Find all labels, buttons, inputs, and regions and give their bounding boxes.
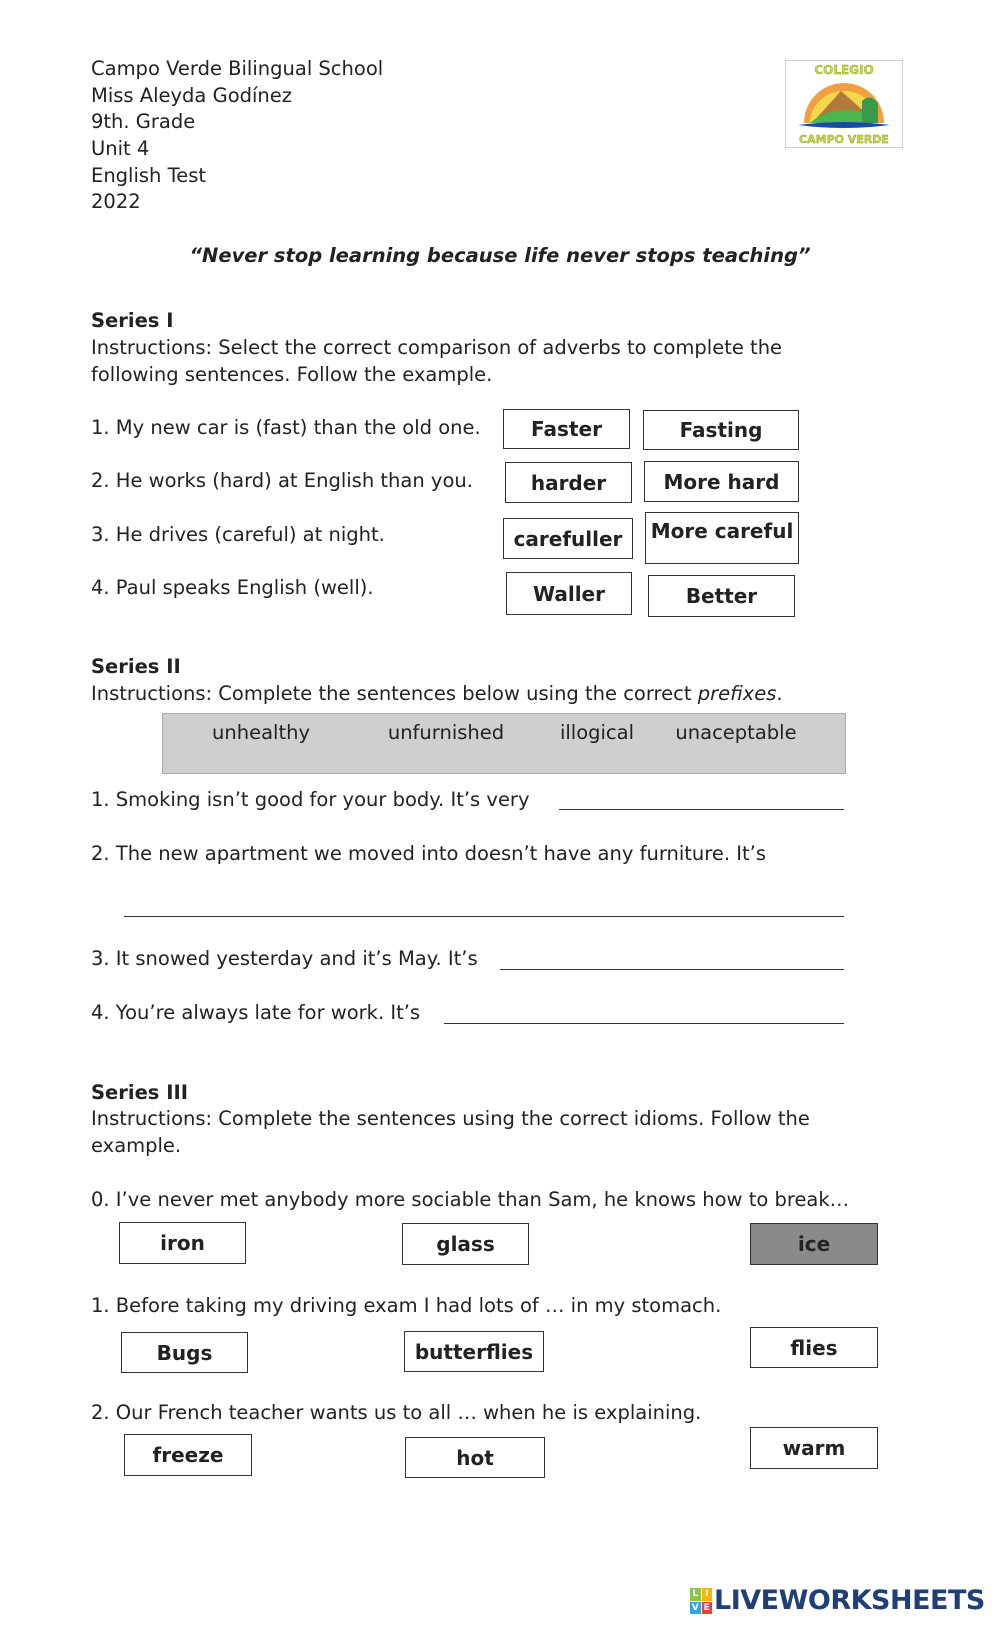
question-text: 3. It snowed yesterday and it’s May. It’s [91, 947, 478, 970]
instructions-period: . [776, 682, 783, 705]
series1-instructions: Instructions: Select the correct comparison of adverbs to complete the [91, 336, 783, 359]
option-button[interactable]: freeze [124, 1434, 252, 1476]
option-button[interactable]: hot [405, 1437, 545, 1478]
unit: Unit 4 [91, 137, 150, 160]
question-text: 2. He works (hard) at English than you. [91, 469, 473, 492]
word-bank-item: unhealthy [212, 721, 310, 744]
option-button[interactable]: More careful [645, 512, 799, 564]
grade: 9th. Grade [91, 110, 196, 133]
series2-instructions [91, 682, 783, 706]
series2-title: Series II [91, 655, 181, 678]
series3-instructions-cont: example. [91, 1134, 182, 1157]
badge-letter: L [690, 1588, 701, 1601]
year: 2022 [91, 190, 141, 213]
word-bank-item: unaceptable [675, 721, 797, 744]
question-text: 2. The new apartment we moved into doesn’t have any furniture. It’s [91, 842, 767, 865]
liveworksheets-badge-icon [690, 1588, 712, 1614]
option-button[interactable]: butterflies [404, 1331, 544, 1372]
option-button[interactable]: Waller [506, 572, 632, 615]
question-text: 3. He drives (careful) at night. [91, 523, 385, 546]
school-name: Campo Verde Bilingual School [91, 57, 384, 80]
teacher-name: Miss Aleyda Godínez [91, 84, 293, 107]
svg-text:COLEGIO: COLEGIO [814, 63, 874, 77]
option-button[interactable]: Fasting [643, 410, 799, 450]
question-text: 1. Before taking my driving exam I had lots of … in my stomach. [91, 1294, 722, 1317]
option-button[interactable]: Faster [503, 409, 630, 449]
option-button[interactable]: carefuller [503, 518, 633, 559]
question-text: 1. Smoking isn’t good for your body. It’s very [91, 788, 530, 811]
question-text: 4. Paul speaks English (well). [91, 576, 374, 599]
answer-blank[interactable] [124, 916, 844, 917]
badge-letter: V [691, 1602, 699, 1613]
svg-text:CAMPO VERDE: CAMPO VERDE [799, 133, 889, 146]
instructions-text: Instructions: Complete the sentences below using the correct [91, 682, 698, 705]
series3-title: Series III [91, 1081, 188, 1104]
question-text: 0. I’ve never met anybody more sociable than Sam, he knows how to break… [91, 1188, 850, 1211]
option-button[interactable]: iron [119, 1222, 246, 1264]
question-text: 1. My new car is (fast) than the old one. [91, 416, 481, 439]
option-button[interactable]: warm [750, 1427, 878, 1469]
school-logo [785, 60, 903, 148]
answer-blank[interactable] [444, 1023, 844, 1024]
question-text: 2. Our French teacher wants us to all … when he is explaining. [91, 1401, 702, 1424]
option-button[interactable]: Better [648, 575, 795, 617]
motto-quote: “Never stop learning because life never stops teaching” [189, 244, 811, 267]
option-button[interactable]: flies [750, 1327, 878, 1368]
word-bank-item: illogical [559, 721, 635, 744]
option-button[interactable]: harder [505, 462, 632, 503]
option-button-selected[interactable]: ice [750, 1223, 878, 1265]
badge-letter: E [702, 1602, 713, 1615]
series1-instructions-cont: following sentences. Follow the example. [91, 363, 493, 386]
instructions-emphasis: prefixes [697, 682, 777, 705]
series3-instructions: Instructions: Complete the sentences using the correct idioms. Follow the [91, 1107, 810, 1130]
answer-blank[interactable] [559, 809, 844, 810]
option-button[interactable]: Bugs [121, 1332, 248, 1373]
test-name: English Test [91, 164, 207, 187]
answer-blank[interactable] [500, 969, 844, 970]
option-button[interactable]: glass [402, 1223, 529, 1265]
question-text: 4. You’re always late for work. It’s [91, 1001, 421, 1024]
liveworksheets-logo[interactable]: LIVEWORKSHEETS [714, 1585, 985, 1616]
series1-title: Series I [91, 309, 174, 332]
option-button[interactable]: More hard [644, 461, 799, 502]
badge-letter: I [702, 1588, 713, 1601]
word-bank-item: unfurnished [387, 721, 505, 744]
